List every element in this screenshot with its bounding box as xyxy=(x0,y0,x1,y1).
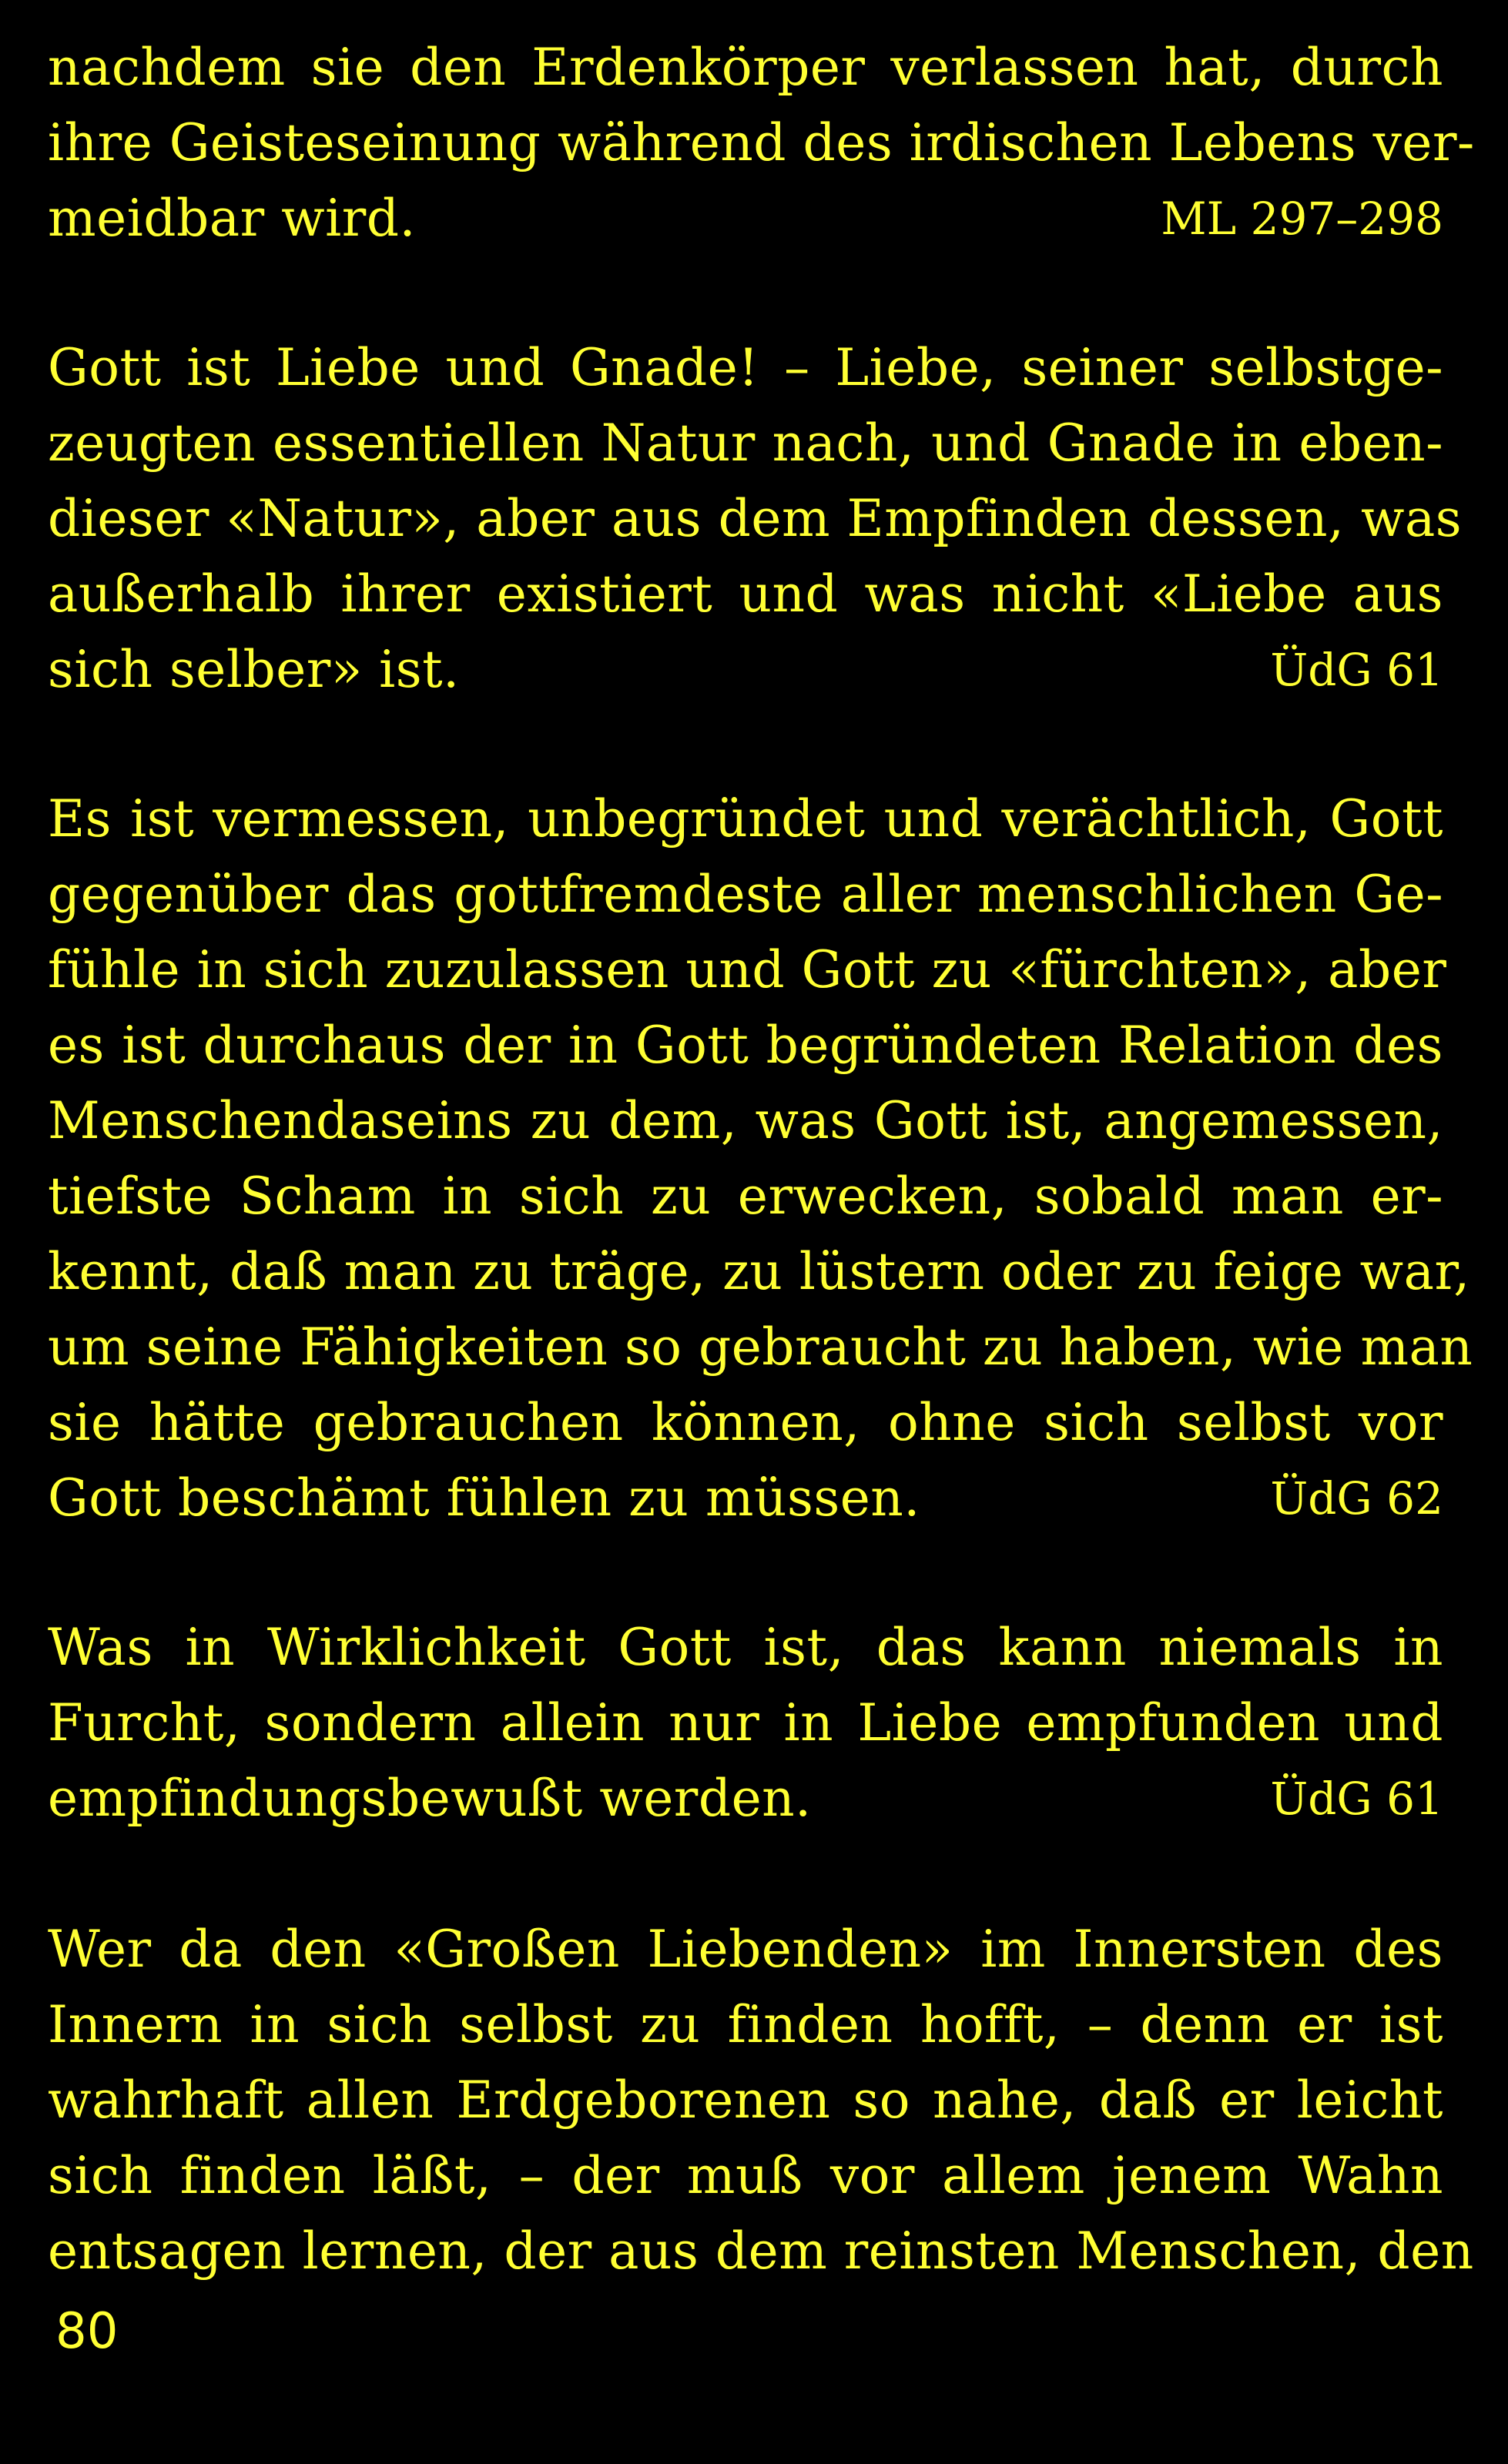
paragraph-line: nachdem sie den Erdenkörper verlassen hat, durch xyxy=(48,38,1443,97)
paragraph-line: sich selber» ist. xyxy=(48,640,460,699)
paragraph-line: tiefste Scham in sich zu erwecken, sobald man er- xyxy=(48,1167,1443,1226)
paragraph-line: Furcht, sondern allein nur in Liebe empfunden und xyxy=(48,1693,1443,1753)
paragraph-line: ihre Geisteseinung während des irdischen Lebens ver- xyxy=(48,113,1475,172)
paragraph-line: Gott beschämt fühlen zu müssen. xyxy=(48,1468,920,1528)
paragraph-line: Wer da den «Großen Liebenden» im Innersten des xyxy=(48,1920,1443,1979)
paragraph-line: um seine Fähigkeiten so gebraucht zu haben, wie man xyxy=(48,1317,1473,1377)
paragraph-line: dieser «Natur», aber aus dem Empfinden dessen, was xyxy=(48,489,1463,548)
source-reference: ÜdG 61 xyxy=(1270,1773,1443,1825)
paragraph-line: kennt, daß man zu träge, zu lüstern oder zu feige war, xyxy=(48,1242,1470,1301)
paragraph-line: empfindungsbewußt werden. xyxy=(48,1769,812,1828)
source-reference: ML 297–298 xyxy=(1161,192,1443,245)
paragraph-line: fühle in sich zuzulassen und Gott zu «fürchten», aber xyxy=(48,940,1447,999)
paragraph-line: Innern in sich selbst zu finden hofft, – denn er ist xyxy=(48,1995,1443,2054)
paragraph-line: zeugten essentiellen Natur nach, und Gnade in eben- xyxy=(48,413,1443,473)
paragraph-line: sie hätte gebrauchen können, ohne sich selbst vor xyxy=(48,1393,1443,1452)
paragraph-line: wahrhaft allen Erdgeborenen so nahe, daß er leicht xyxy=(48,2071,1443,2130)
paragraph-line: außerhalb ihrer existiert und was nicht «Liebe aus xyxy=(48,564,1443,624)
paragraph-line: entsagen lernen, der aus dem reinsten Menschen, den xyxy=(48,2221,1474,2281)
source-reference: ÜdG 62 xyxy=(1270,1472,1443,1525)
paragraph-line: Gott ist Liebe und Gnade! – Liebe, seiner selbstge- xyxy=(48,338,1443,397)
source-reference: ÜdG 61 xyxy=(1270,644,1443,696)
paragraph-line: Es ist vermessen, unbegründet und verächtlich, Gott xyxy=(48,789,1443,849)
paragraph-line: es ist durchaus der in Gott begründeten Relation des xyxy=(48,1016,1443,1075)
paragraph-line: sich finden läßt, – der muß vor allem jenem Wahn xyxy=(48,2146,1443,2205)
paragraph-line: gegenüber das gottfremdeste aller menschlichen Ge- xyxy=(48,865,1443,924)
paragraph-line: meidbar wird. xyxy=(48,189,417,248)
page-number: 80 xyxy=(55,2303,119,2360)
paragraph-line: Was in Wirklichkeit Gott ist, das kann niemals in xyxy=(48,1618,1443,1677)
paragraph-line: Menschendaseins zu dem, was Gott ist, angemessen, xyxy=(48,1091,1443,1150)
